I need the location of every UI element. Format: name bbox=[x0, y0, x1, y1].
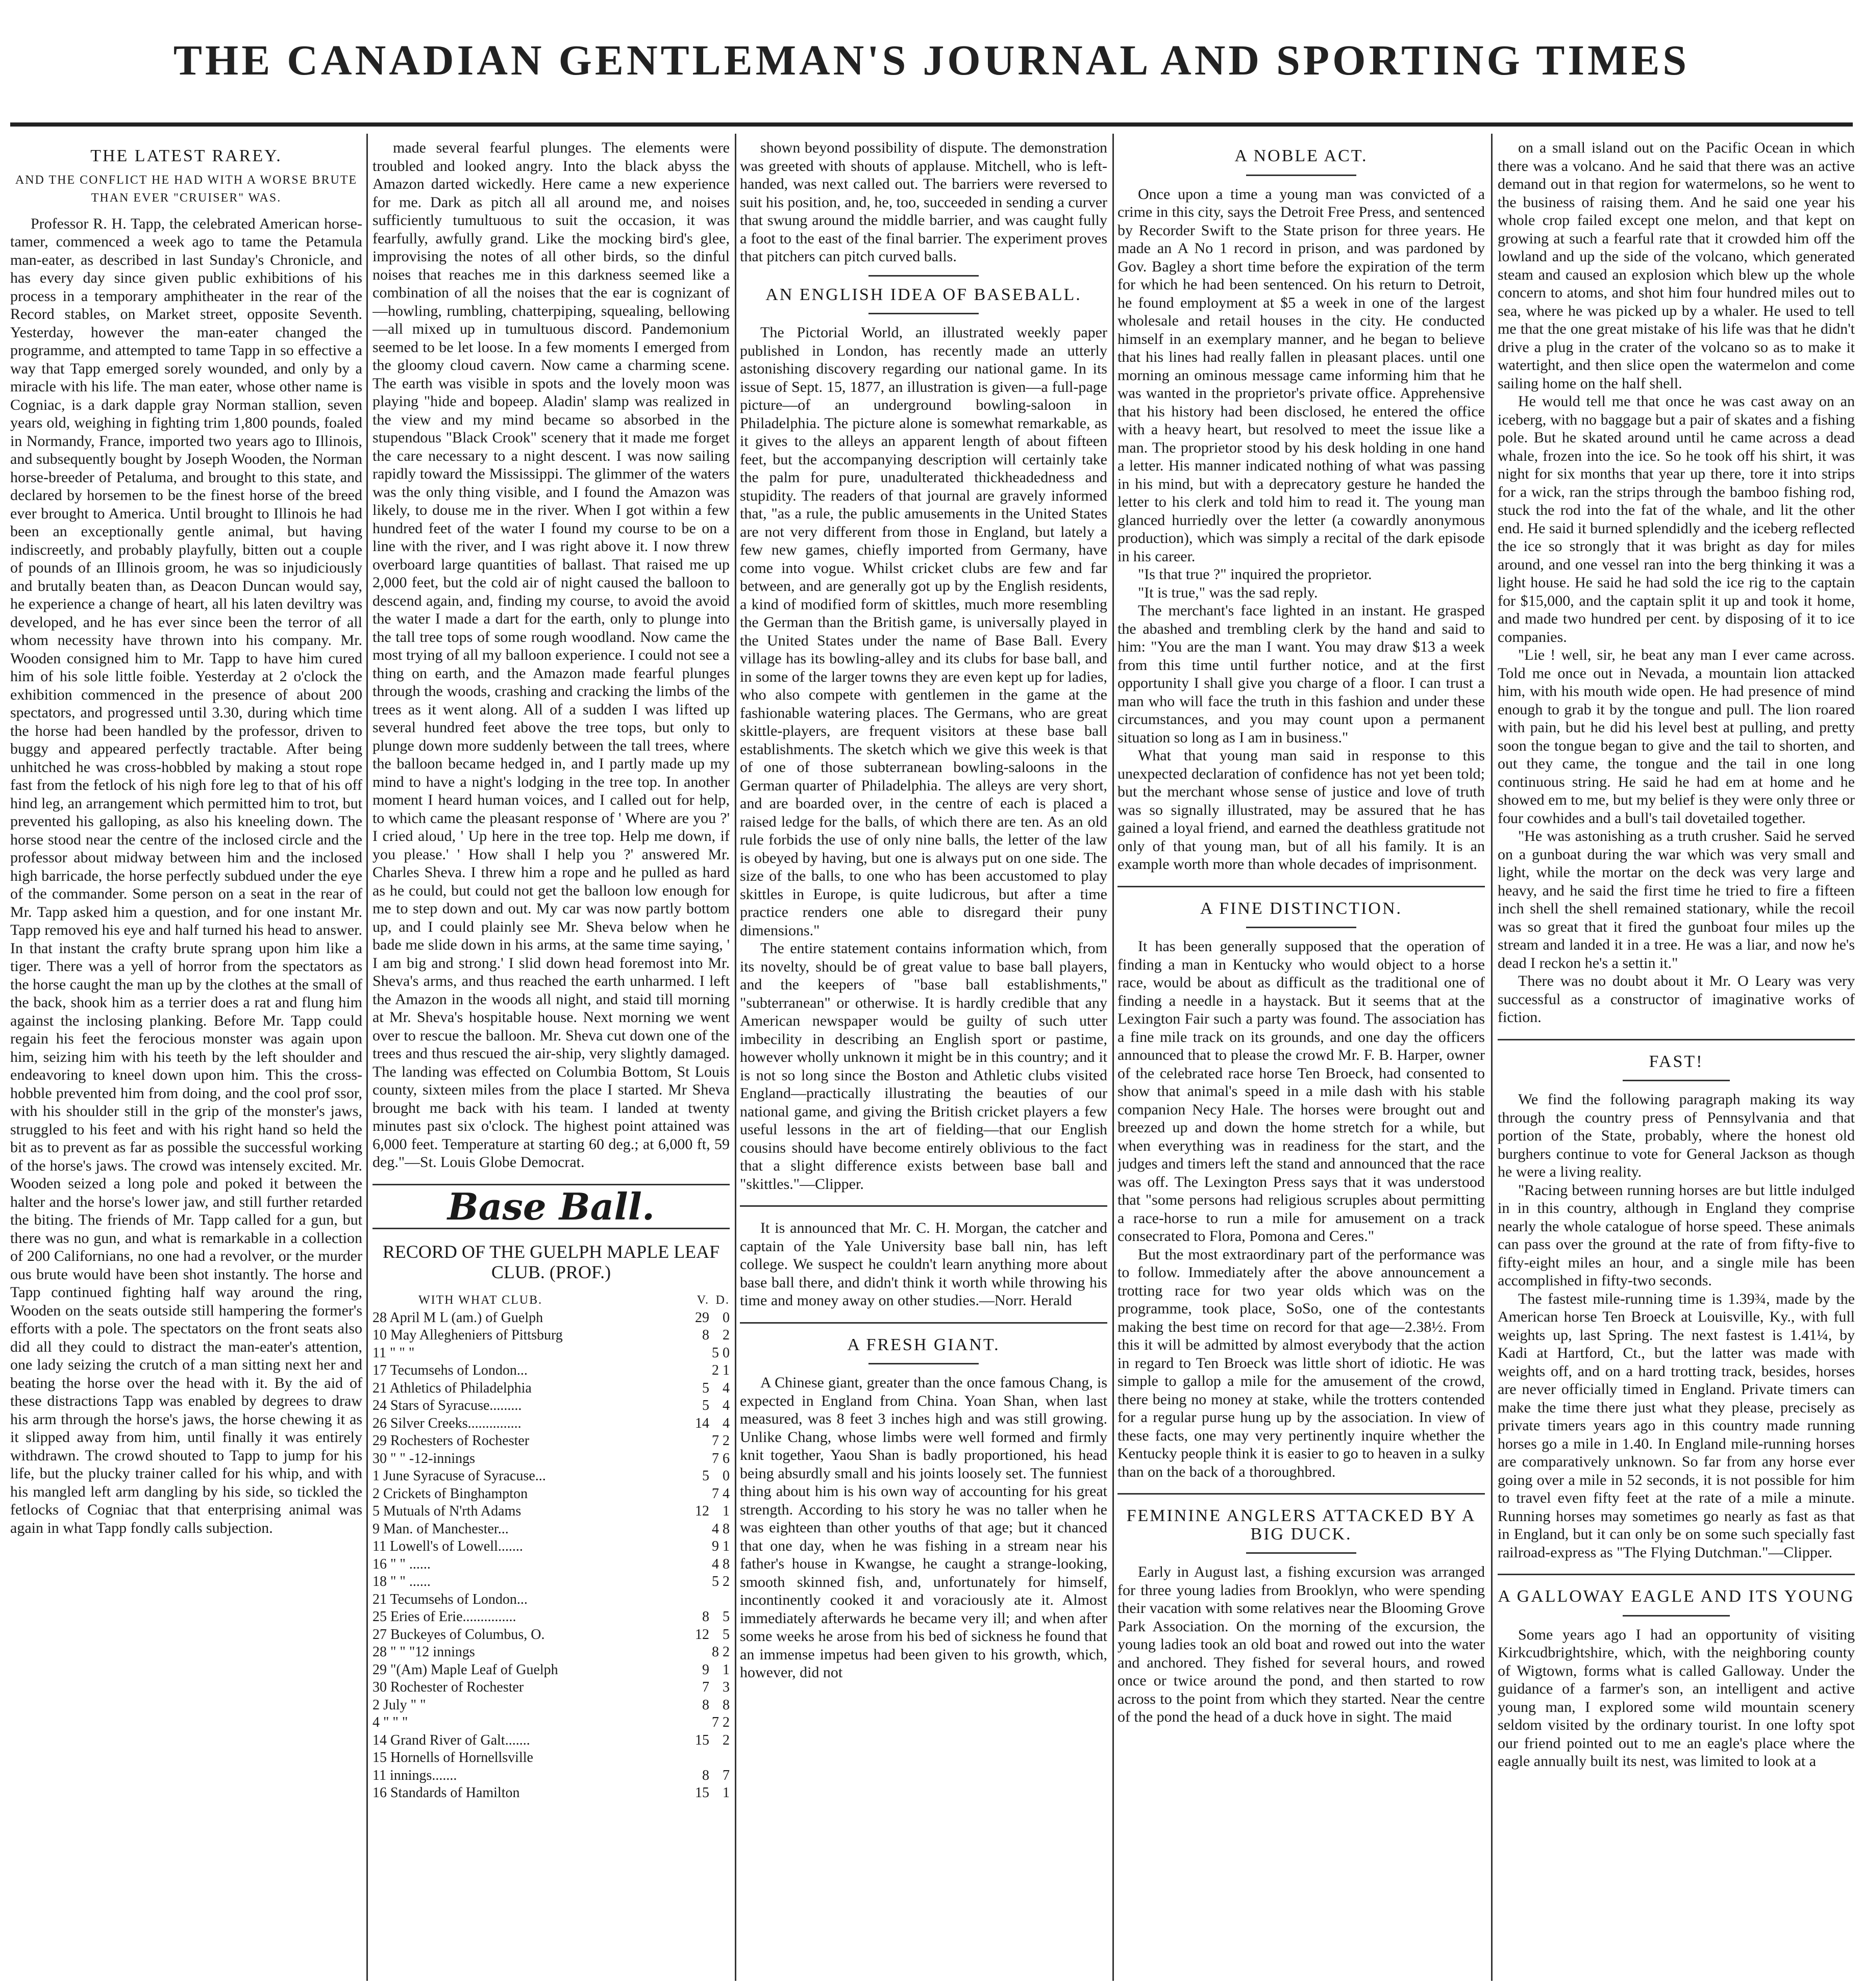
article-title: A GALLOWAY EAGLE AND ITS YOUNG bbox=[1498, 1587, 1855, 1606]
masthead: THE CANADIAN GENTLEMAN'S JOURNAL AND SPORTING TIMES bbox=[173, 37, 1690, 84]
record-v-cell: 5 bbox=[702, 1398, 709, 1413]
record-d-cell: 7 2 bbox=[712, 1433, 730, 1449]
section-rule bbox=[1246, 175, 1356, 176]
section-rule bbox=[1623, 1080, 1730, 1081]
record-v-cell: 8 bbox=[702, 1697, 709, 1713]
masthead-rule bbox=[10, 122, 1853, 127]
record-d-cell: 7 bbox=[723, 1767, 730, 1783]
record-club-cell: 14 Grand River of Galt....... bbox=[372, 1732, 530, 1748]
record-d-cell: 2 bbox=[723, 1732, 730, 1748]
table-row bbox=[372, 1432, 730, 1450]
record-v-cell bbox=[689, 1749, 709, 1767]
article-paragraph: "He was astonishing as a truth crusher. Said he served on a gunboat during the war which was very small and light, while the mortar on the deck was very large and heavy, and he said the first time he tried to fire a fifteen inch shell the shell remained stationary, while the recoil was so great that it fired the gunboat four miles up the stream and landed it in a tree. He was a liar, and now he's dead I reckon he's a settin it." bbox=[1498, 828, 1855, 972]
record-club-cell: 17 Tecumsehs of London... bbox=[372, 1362, 528, 1378]
article-paragraph: He would tell me that once he was cast away on an iceberg, with no baggage but a pair of skates and a fishing pole. But he skated around until he came across a dead whale, frozen into the ice. So he took off his shirt, it was night for six months that year up there, tore it into strips for a wick, ran the strips through the bamboo fishing rod, stuck the rod into the fat of the whale, and lit the other end. He said it burned splendidly and the iceberg reflected the ice so strongly that it was bright as day for miles around, and one vessel ran into the berg thinking it was a light house. He said he had sold the ice rig to the captain for $15,000, and the captain split it up and took it home, and made two hundred per cent. by disposing of it to ice companies. bbox=[1498, 393, 1855, 645]
table-row bbox=[372, 1485, 730, 1503]
record-club-cell: 29 "(Am) Maple Leaf of Guelph bbox=[372, 1661, 558, 1678]
record-v-cell: 15 bbox=[695, 1785, 709, 1801]
record-v-cell bbox=[689, 1538, 709, 1556]
table-row bbox=[372, 1468, 730, 1485]
record-v-cell: 5 bbox=[702, 1468, 709, 1484]
record-d-cell: 7 4 bbox=[712, 1485, 730, 1502]
article-paragraph: "It is true," was the sad reply. bbox=[1138, 584, 1318, 601]
table-row bbox=[372, 1327, 730, 1345]
article-paragraph: "Lie ! well, sir, he beat any man I ever came across. Told me once out in Nevada, a mountain lion attacked him, with his mouth wide open. He had presence of mind enough to grab it by the tongue and pull. The lion roared with pain, but he did his level best at pulling, and pretty soon the tongue began to give and the tail to shorten, and out they came, the tongue and the tail in one long continuous string. He said he had em at home and he showed em to me, but my belief is they were only three or four cowhides and a bull's tail dovetailed together. bbox=[1498, 647, 1855, 827]
article-title: FEMININE ANGLERS ATTACKED BY A BIG DUCK. bbox=[1126, 1506, 1476, 1544]
article-paragraph: Some years ago I had an opportunity of visiting Kirkcudbrightshire, which, with the neighboring county of Wigtown, forms what is called Galloway. Under the guidance of a farmer's son, an intelligent and active young man, I explored some wild mountain scenery seldom visited by the ordinary tourist. In one lofty spot our friend pointed out to me an eagle's place where the eagle annually built its nest, was limited to look at a bbox=[1498, 1626, 1855, 1770]
record-d-cell: 5 bbox=[723, 1609, 730, 1625]
record-club-cell: 24 Stars of Syracuse......... bbox=[372, 1398, 522, 1413]
record-v-cell: 8 bbox=[702, 1609, 709, 1625]
article-subtitle: AND THE CONFLICT HE HAD WITH A WORSE BRUTE THAN EVER "CRUISER" WAS. bbox=[15, 173, 358, 205]
record-v-cell: 12 bbox=[695, 1626, 709, 1643]
column-divider bbox=[366, 134, 368, 1981]
record-v-cell bbox=[689, 1591, 709, 1609]
record-title: RECORD OF THE GUELPH MAPLE LEAF CLUB. (PROF.) bbox=[382, 1241, 720, 1282]
record-d-cell: 4 8 bbox=[712, 1556, 730, 1572]
table-row bbox=[372, 1644, 730, 1661]
section-rule bbox=[868, 1363, 979, 1364]
record-v-cell bbox=[689, 1485, 709, 1503]
record-v-cell bbox=[689, 1345, 709, 1362]
section-rule bbox=[1117, 1493, 1485, 1495]
article-title: FAST! bbox=[1649, 1052, 1704, 1071]
record-v-cell: 8 bbox=[702, 1767, 709, 1783]
section-rule bbox=[1246, 1552, 1356, 1554]
record-d-cell: 9 1 bbox=[712, 1538, 730, 1554]
record-v-cell bbox=[689, 1714, 709, 1732]
record-v-cell: 14 bbox=[695, 1415, 709, 1431]
record-club-cell: 18 " " ...... bbox=[372, 1574, 431, 1589]
table-row bbox=[372, 1714, 730, 1732]
column-1 bbox=[10, 139, 362, 1976]
table-row bbox=[372, 1345, 730, 1362]
record-club-cell: 4 " " " bbox=[372, 1714, 408, 1730]
record-d-cell: 2 bbox=[723, 1327, 730, 1343]
table-row bbox=[372, 1362, 730, 1380]
section-rule bbox=[868, 275, 979, 277]
table-row bbox=[372, 1450, 730, 1468]
record-club-cell: 21 Tecumsehs of London... bbox=[372, 1591, 528, 1607]
record-d-cell: 5 2 bbox=[712, 1574, 730, 1589]
record-v-cell bbox=[689, 1573, 709, 1591]
table-row bbox=[372, 1697, 730, 1714]
article-paragraph: A Chinese giant, greater than the once famous Chang, is expected in England from China. Yoan Shan, when last measured, was 8 feet 3 inches high and was still growing. Unlike Chang, whose limbs were well formed and firmly knit together, Yaou Shan is badly proportioned, his head being absurdly small and his joints loosely set. The funniest thing about him is his own way of accounting for his great strength. According to his story he was no taller when he was eighteen than other youths of that age; but it chanced that one day, when he was fishing in a stream near his father's house in Kwangse, he caught a strange-looking, smooth skinned fish, and, unfortunately for himself, incontinently cooked it and voraciously ate it. Almost immediately afterwards he became very ill; and when after some weeks he arose from his bed of sickness he found that an immense impetus had been given to his growth, which, however, did not bbox=[740, 1374, 1107, 1681]
record-table bbox=[372, 1291, 730, 1802]
table-row bbox=[372, 1573, 730, 1591]
record-d-cell: 5 0 bbox=[712, 1345, 730, 1361]
record-d-cell bbox=[709, 1749, 730, 1767]
article-paragraph: The fastest mile-running time is 1.39¾, made by the American horse Ten Broeck at Louisville, Ky., with full weights up, last Spring. The next fastest is 1.41¼, by Kadi at Hartford, Ct., but the latter was made with weights off, and on a hard trotting track, besides, horses are never officially timed in England. Private timers can make the time there just what they please, precisely as private timers years ago in this country made running horses go a mile in 1.40. In England mile-running horses are comparatively unknown. So far from any horse ever going over a mile in 52 seconds, it is not possible for him to travel even fifty feet at the rate of a mile a minute. Running horses may sometimes go nearly as fast as that in England, but it can only be on some such specially fast railroad-express as "The Flying Dutchman."—Clipper. bbox=[1498, 1290, 1855, 1561]
table-row bbox=[372, 1521, 730, 1538]
table-row bbox=[372, 1749, 730, 1767]
table-row bbox=[372, 1661, 730, 1679]
record-club-cell: 9 Man. of Manchester... bbox=[372, 1521, 509, 1537]
article-paragraph: We find the following paragraph making its way through the country press of Pennsylvania and that portion of the State, probably, where the honest old burghers continue to vote for General Jackson as though he were a living reality. bbox=[1498, 1091, 1855, 1180]
column-5 bbox=[1498, 139, 1855, 1976]
article-paragraph: Early in August last, a fishing excursion was arranged for three young ladies from Brooklyn, who were spending their vacation with some relatives near the Blooming Grove Park Association. On the morning of the excursion, the young ladies took an old boat and rowed out into the water and anchored. They fished for several hours, and rowed once or twice around the pond, and then started to row across to the point from which they started. Near the centre of the pond the head of a duck hove in sight. The maid bbox=[1117, 1563, 1485, 1725]
table-row bbox=[372, 1732, 730, 1750]
article-paragraph: What that young man said in response to this unexpected declaration of confidence has not yet been told; but the merchant whose sense of justice and love of truth was so signally illustrated, may be assured that he has gained a loyal friend, and earned the deathless gratitude not only of that young man, but of all his family. It is an example worth more than whole decades of imprisonment. bbox=[1117, 747, 1485, 873]
record-d-cell: 0 bbox=[723, 1468, 730, 1484]
record-d-cell: 8 2 bbox=[712, 1644, 730, 1660]
article-paragraph: made several fearful plunges. The elements were troubled and looked angry. Into the black abyss the Amazon darted wickedly. Here came a new experience for me. Dark as pitch all all around me, and noises sufficiently tumultuous to suit the occasion, it was fearfully, awfully grand. Like the mocking bird's glee, improvising the notes of all other birds, so the dinful noises that reaches me in this darkness seemed like a combination of all the noises that the ear is cognizant of—howling, rumbling, chatterpiping, squealing, bellowing—all mixed up in tumultuous discord. Pandemonium seemed to be let loose. In a few moments I emerged from the gloomy cloud cavern. Now came a charming scene. The earth was visible in spots and the lovely moon was playing "hide and bopeep. Aladin' slamp was realized in the view and my mind became so absorbed in the stupendous "Black Crook" scenery that it made me forget the care necessary to a night descent. I was now sailing rapidly toward the Mississippi. The glimmer of the waters was the only thing visible, and I found the Amazon was likely, to douse me in the river. When I got within a few hundred feet of the water I found my course to be on a line with the river, and I was right above it. I now threw overboard large quantities of ballast. That raised me up 2,000 feet, but the cold air of night caused the balloon to descend again, and, finding my course, to avoid the avoid the water I made a dart for the earth, only to plunge into the tall tree tops of some rough woodland. Now came the most trying of all my balloon experience. I could not see a thing on earth, and the Amazon made fearful plunges through the woods, crashing and cracking the limbs of the trees as it went along. All of a sudden I was lifted up several hundred feet above the tree tops, but only to plunge down more suddenly between the tall trees, where the balloon became hedged in, and I partly made up my mind to have a night's lodging in the tree top. In another moment I heard human voices, and I called out for help, to which came the pleasant response of ' Where are you ?' I cried aloud, ' Up here in the tree top. Help me down, if you please.' ' How shall I help you ?' answered Mr. Charles Sheva. I threw him a rope and he pulled as hard as he could, but could not get the balloon low enough for me to step down and out. My car was now partly bottom up, and I could plainly see Mr. Sheva below when he bade me slide down in his arms, at the same time saying, ' I am big and strong.' I slid down head foremost into Mr. Sheva's arms, and thus reached the earth unharmed. I left the Amazon in the woods all night, and staid till morning at Mr. Sheva's hospitable house. Next morning we went over to rescue the balloon. Mr. Sheva cut down one of the trees and thus rescued the air-ship, very slightly damaged. The landing was effected on Columbia Bottom, St Louis county, sixteen miles from the place I started. Mr Sheva brought me back with his team. I landed at twenty minutes past six o'clock. The highest point attained was 6,000 feet. Temperature at starting 60 deg.; at 6,000 ft, 59 deg."—St. Louis Globe Democrat. bbox=[372, 139, 730, 1171]
table-row bbox=[372, 1538, 730, 1556]
record-d-cell: 1 bbox=[723, 1785, 730, 1801]
record-v-cell bbox=[689, 1521, 709, 1538]
record-club-cell: 10 May Allegheniers of Pittsburg bbox=[372, 1327, 563, 1343]
record-club-cell: 2 Crickets of Binghampton bbox=[372, 1485, 528, 1502]
record-d-cell: 5 bbox=[723, 1626, 730, 1643]
record-club-cell: 2 July " " bbox=[372, 1697, 426, 1713]
column-4 bbox=[1117, 139, 1485, 1976]
record-club-cell: 26 Silver Creeks............... bbox=[372, 1415, 521, 1431]
record-v-cell bbox=[689, 1450, 709, 1468]
section-rule bbox=[1498, 1039, 1855, 1040]
record-d-cell bbox=[709, 1591, 730, 1609]
record-d-cell: 4 bbox=[723, 1380, 730, 1396]
record-club-cell: 25 Eries of Erie............... bbox=[372, 1609, 516, 1625]
record-club-cell: 11 " " " bbox=[372, 1345, 415, 1361]
record-d-cell: 1 bbox=[723, 1661, 730, 1678]
article-title: A FINE DISTINCTION. bbox=[1200, 899, 1403, 918]
article-paragraph: The entire statement contains information which, from its novelty, should be of great value to base ball players, and the keepers of "base ball establishments," "subterranean" or otherwise. It is hardly credible that any American newspaper would be guilty of such utter imbecility in describing an English sport or pastime, however wholly unknown it might be in this country; and it is not so long since the Boston and Athletic clubs visited England—practically illustrating the beauties of our national game, and giving the British cricket players a few useful lessons in the art of fielding—that our English cousins should have become entirely oblivious to the fact that a slight difference exists between base ball and "skittles."—Clipper. bbox=[740, 940, 1107, 1192]
record-club-cell: 16 Standards of Hamilton bbox=[372, 1785, 520, 1801]
table-row bbox=[372, 1415, 730, 1433]
record-d-cell: 4 bbox=[723, 1415, 730, 1431]
section-rule bbox=[1246, 927, 1356, 928]
column-2 bbox=[372, 139, 730, 1976]
table-row bbox=[372, 1309, 730, 1327]
record-d-cell: 1 bbox=[723, 1503, 730, 1519]
record-d-cell: 7 2 bbox=[712, 1714, 730, 1730]
record-v-cell bbox=[689, 1432, 709, 1450]
article-paragraph: But the most extraordinary part of the performance was to follow. Immediately after the above announcement a trotting race for two year olds which was on the programme, took place, SoSo, one of the contestants making the best time on record for that age—2.38½. From this it will be admitted by almost everybody that the action in regard to Ten Broeck was little short of idiotic. He was simple to gallop a mile for the amusement of the crowd, there being no money at stake, while the trotters contended for a regular purse hung up by the association. In view of these facts, one may very pertinently inquire whether the Kentucky people think it is easier to go to heaven in a sulky than on the back of a thoroughbred. bbox=[1117, 1246, 1485, 1480]
record-club-cell: 15 Hornells of Hornellsville bbox=[372, 1750, 533, 1766]
article-paragraph: Professor R. H. Tapp, the celebrated American horse-tamer, commenced a week ago to tame the Petamula man-eater, as described in last Sunday's Chronicle, and has every day since given public exhibitions of his process in a temporary amphitheater in the rear of the Record stables, on Market street, opposite Seventh. Yesterday, however the man-eater changed the programme, and attempted to tame Tapp in so effective a way that Tapp emerged sorely wounded, and only by a miracle with his life. The man eater, whose other name is Cogniac, is a dark dapple gray Norman stallion, seven years old, weighing in fighting trim 1,800 pounds, foaled in Normandy, France, imported two years ago to Illinois, and subsequently bought by Joseph Wooden, the Norman horse-breeder of Petaluma, and brought to this state, and declared by horsemen to be the finest horse of the breed ever brought to America. Until brought to Illinois he had been an exceptionally gentle animal, but having indiscreetly, and probably playfully, bitten out a couple of pounds of an Illinois groom, he was so injudiciously and brutally beaten than, as Deacon Duncan would say, he experience a change of heart, all his laten deviltry was developed, and he has ever since been the terror of all whom necessity have thrown into his company. Mr. Wooden consigned him to Mr. Tapp to have him cured him of his sole little foible. Yesterday at 2 o'clock the exhibition commenced in the presence of about 200 spectators, and progressed until 3.30, during which time the horse had been handled by the professor, driven to buggy and appeared perfectly tractable. After being unhitched he was cross-hobbled by making a stout rope fast from the fetlock of his nigh fore leg to that of his off hind leg, an arrangement which permitted him to trot, but prevented his galloping, as also his kneeling down. The horse stood near the centre of the inclosed circle and the professor about midway between him and the inclosed high barricade, the horse perfectly subdued under the eye of the commander. Some person on a seat in the rear of Mr. Tapp asked him a question, and for one instant Mr. Tapp removed his eye and half turned his head to answer. In that instant the crafty brute sprang upon him like a tiger. There was a yell of horror from the spectators as the horse caught the man up by the clothes at the small of the back, shook him as a terrier does a rat and flung him against the inclosing planking. Before Mr. Tapp could regain his feet the ferocious monster was again upon him, seizing him with his teeth by the left shoulder and endeavoring to kneel down upon him. This the cross-hobble prevented him from doing, and the cool prof ssor, with his shoulder still in the grip of the monster's jaws, struggled to his feet and with his right hand so held the bit as to prevent as far as possible the successful working of the horse's jaws. The crowd was intensely excited. Mr. Wooden seized a long pole and poked it between the halter and the horse's lower jaw, and still further retarded the biting. The friends of Mr. Tapp called for a gun, but there was no gun, and what is remarkable in a collection of 200 Californians, no one had a revolver, or the murder ous brute would have been shot instantly. The horse and Tapp continued fighting half way around the ring, Wooden on the seats outside still hampering the former's efforts with a pole. The spectators on the front seats also did all they could to distract the man-eater's attention, one lady seizing the crutch of a man sitting next her and beating the horse over the head with it. By the aid of these distractions Tapp was enabled by degrees to draw his arm through the horse's jaws, the horse chewing it as it slipped away from him, until finally it was entirely withdrawn. The crowd shouted to Tapp to jump for his life, but the plucky trainer called for his whip, and with his mangled left arm dangling by his side, so tickled the fetlocks of Cogniac that that enterprising animal was again in what Tapp fondly calls subjection. bbox=[10, 215, 362, 1536]
record-v-cell bbox=[689, 1644, 709, 1661]
article-title: A FRESH GIANT. bbox=[847, 1335, 1000, 1354]
table-row bbox=[372, 1679, 730, 1697]
section-rule bbox=[740, 1322, 1107, 1324]
table-row bbox=[372, 1556, 730, 1574]
article-paragraph: "Racing between running horses are but little indulged in in this country, although in England they comprise nearly the whole catalogue of horse speed. These animals can pass over the ground at the rate of from fifty-five to fifty-eight miles an hour, and a single mile has been accomplished in fifty-two seconds. bbox=[1498, 1181, 1855, 1289]
section-heading-baseball: Base Ball. bbox=[447, 1184, 655, 1228]
record-v-cell: 12 bbox=[695, 1503, 709, 1519]
record-v-cell: 15 bbox=[695, 1732, 709, 1748]
record-club-cell: 28 " " "12 innings bbox=[372, 1644, 475, 1660]
record-club-cell: 21 Athletics of Philadelphia bbox=[372, 1380, 532, 1396]
section-rule bbox=[740, 1205, 1107, 1207]
record-v-cell: 7 bbox=[702, 1679, 709, 1695]
column-3 bbox=[740, 139, 1107, 1976]
record-v-cell: 29 bbox=[695, 1309, 709, 1326]
column-divider bbox=[735, 134, 736, 1981]
article-paragraph: on a small island out on the Pacific Ocean in which there was a volcano. And he said that there was an active demand out in that region for watermelons, so he went to the business of raising them. And he said one year his whole crop failed except one melon, and that kept on growing at such a fearful rate that it crowded him off the lowland and up the side of the volcano, which generated steam and caused an explosion which blew up the whole concern to atoms, and shot him four hundred miles out to sea, where he was picked up by a whaler. He used to tell me that the one great mistake of his life was that he didn't drive a plug in the crater of the volcano so as to make it watertight, and then slice open the watermelon and come sailing home on the half shell. bbox=[1498, 139, 1855, 392]
record-d-cell: 0 bbox=[723, 1309, 730, 1326]
article-paragraph: There was no doubt about it Mr. O Leary was very successful as a constructor of imaginative works of fiction. bbox=[1498, 973, 1855, 1026]
article-paragraph: It has been generally supposed that the operation of finding a man in Kentucky who would object to a horse race, would be about as difficult as the traditional one of finding a needle in a haystack. But it seems that at the Lexington Fair such a party was found. The association has a fine mile track on its grounds, and one day the officers announced that to please the crowd Mr. F. B. Harper, owner of the celebrated race horse Ten Broeck, had consented to show that animal's speed in a mile dash with his stable companion Necy Hale. The horses were brought out and breezed up and down the home stretch for a while, but when everything was in readiness for the start, and the judges and timers left the stand and announced that the race was off. The Lexington Press says that it was understood that "some persons had religious scruples about permitting a race-horse to run a mile for amusement on a track consecrated to Flora, Pomona and Ceres." bbox=[1117, 938, 1485, 1245]
record-d-cell: 4 8 bbox=[712, 1521, 730, 1537]
column-divider bbox=[1112, 134, 1114, 1981]
article-paragraph: "Is that true ?" inquired the proprietor. bbox=[1138, 566, 1372, 583]
record-club-cell: 1 June Syracuse of Syracuse... bbox=[372, 1468, 546, 1484]
table-row bbox=[372, 1503, 730, 1521]
record-club-cell: 30 " " -12-innings bbox=[372, 1450, 475, 1467]
section-rule bbox=[868, 313, 979, 314]
section-rule bbox=[1498, 1574, 1855, 1575]
record-v-cell bbox=[689, 1556, 709, 1574]
column-divider bbox=[1491, 134, 1493, 1981]
record-d-cell: 3 bbox=[723, 1679, 730, 1695]
record-header: WITH WHAT CLUB. V. D. bbox=[418, 1294, 730, 1307]
record-v-cell: 8 bbox=[702, 1327, 709, 1343]
record-d-cell: 8 bbox=[723, 1697, 730, 1713]
article-paragraph: The merchant's face lighted in an instant. He grasped the abashed and trembling clerk by the hand and said to him: "You are the man I want. You may draw $13 a week from this time until further notice, and at the first opportunity I shall give you charge of a floor. I can trust a man who will face the truth in this fashion and under these circumstances, and you may count upon a permanent situation so long as I am in business." bbox=[1117, 602, 1485, 746]
record-club-cell: 30 Rochester of Rochester bbox=[372, 1679, 524, 1695]
table-row bbox=[372, 1784, 730, 1802]
section-rule bbox=[1117, 886, 1485, 887]
section-rule bbox=[1623, 1615, 1730, 1617]
record-club-cell: 11 innings....... bbox=[372, 1767, 457, 1783]
record-club-cell: 27 Buckeyes of Columbus, O. bbox=[372, 1626, 545, 1643]
table-row bbox=[372, 1626, 730, 1644]
record-club-cell: 29 Rochesters of Rochester bbox=[372, 1433, 530, 1449]
table-row bbox=[372, 1608, 730, 1626]
record-club-cell: 11 Lowell's of Lowell....... bbox=[372, 1538, 523, 1554]
article-title: AN ENGLISH IDEA OF BASEBALL. bbox=[765, 285, 1082, 304]
table-row bbox=[372, 1380, 730, 1398]
record-d-cell: 4 bbox=[723, 1398, 730, 1413]
record-v-cell: 5 bbox=[702, 1380, 709, 1396]
record-club-cell: 5 Mutuals of N'rth Adams bbox=[372, 1503, 521, 1519]
record-d-cell: 2 1 bbox=[712, 1362, 730, 1378]
article-title: A NOBLE ACT. bbox=[1234, 146, 1368, 165]
article-paragraph: Once upon a time a young man was convicted of a crime in this city, says the Detroit Free Press, and sentenced by Recorder Swift to the State prison for three years. He made an A No 1 record in prison, and was pardoned by Gov. Bagley a short time before the expiration of the term for which he had been sentenced. On his return to Detroit, he found employment at $5 a week in one of the largest wholesale and retail houses in the city. He conducted himself in an exemplary manner, and he began to believe that his lines had really fallen in pleasant places. until one morning an ominous message came informing him that he was wanted in the proprietor's private office. Apprehensive that his history had been disclosed, he entered the office with a heavy heart, but resolved to meet the issue like a man. The proprietor stood by his desk holding in one hand a letter. His manner indicated nothing of what was passing in his mind, but with a deprecatory gesture he handed the letter to his clerk and told him to read it. The young man glanced hurriedly over the letter (a cowardly anonymous production), which was simply a recital of the dark episode in his career. bbox=[1117, 185, 1485, 565]
article-paragraph: The Pictorial World, an illustrated weekly paper published in London, has recently made an utterly astonishing discovery regarding our national game. In its issue of Sept. 15, 1877, an illustration is given—a full-page picture—of an underground bowling-saloon in Philadelphia. The picture alone is somewhat remarkable, as it gives to the alleys an apparent length of about fifteen feet, but the accompanying description will certainly take the palm for pure, unadulterated thickheadedness and stupidity. The readers of that journal are gravely informed that, "as a rule, the public amusements in the United States are not very different from those in England, but lately a few new games, chiefly imported from Germany, have come into vogue. Whilst cricket clubs are few and far between, and are generally got up by the English residents, a kind of modified form of skittles, much more resembling the German than the British game, is universally played in the United States under the name of Base Ball. Every village has its bowling-alley and its clubs for base ball, and in some of the larger towns they are even kept up for ladies, who also compete with gentlemen in the game at the fashionable watering places. The Germans, who are great skittle-players, are frequent visitors at these base ball establishments. The sketch which we give this week is that of one of those subterranean bowling-saloons in the German quarter of Philadelphia. The alleys are very short, and are boarded over, in the centre of each is placed a raised ledge for the balls, of which there are ten. As an old rule forbids the use of only nine balls, the letter of the law is obeyed by having, but one is always put on one side. The size of the balls, to one who has been accustomed to play skittles in Europe, is quite ludicrous, but after a time practice renders one able to disregard their puny dimensions." bbox=[740, 324, 1107, 939]
table-row bbox=[372, 1397, 730, 1415]
table-row bbox=[372, 1767, 730, 1785]
article-title: THE LATEST RAREY. bbox=[90, 146, 282, 165]
record-club-cell: 28 April M L (am.) of Guelph bbox=[372, 1309, 543, 1326]
article-paragraph: shown beyond possibility of dispute. The demonstration was greeted with shouts of applause. Mitchell, who is left-handed, was next called out. The barriers were reversed to suit his position, and, he, too, succeeded in sending a curver that swung around the middle barrier, and was caught fully a foot to the east of the final barrier. The experiment proves that pitchers can pitch curved balls. bbox=[740, 139, 1107, 265]
record-v-cell bbox=[689, 1362, 709, 1380]
record-d-cell: 7 6 bbox=[712, 1450, 730, 1467]
article-paragraph: It is announced that Mr. C. H. Morgan, the catcher and captain of the Yale University base ball nin, has left college. We suspect he couldn't learn anything more about base ball there, and didn't think it worth while throwing his time and money away on other studies.—Norr. Herald bbox=[740, 1220, 1107, 1309]
record-club-cell: 16 " " ...... bbox=[372, 1556, 431, 1572]
record-v-cell: 9 bbox=[702, 1661, 709, 1678]
table-row bbox=[372, 1591, 730, 1609]
